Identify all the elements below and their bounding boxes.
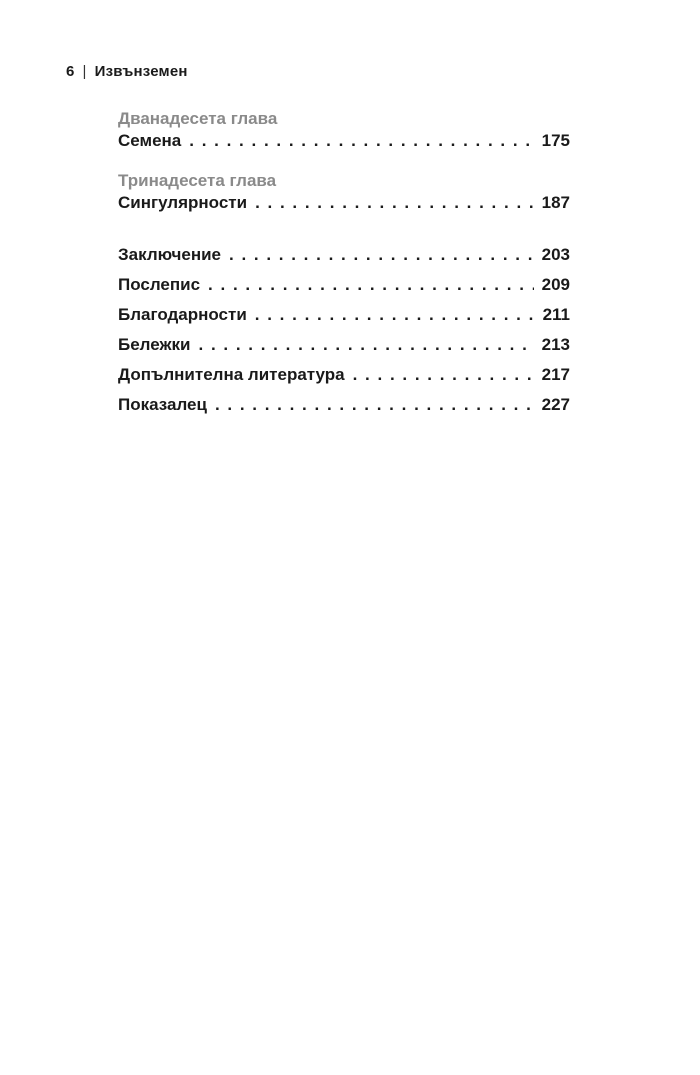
- entry-page-number: 209: [541, 275, 570, 294]
- dot-leader: [255, 192, 534, 214]
- toc-entry-acknowledgements[interactable]: [118, 300, 570, 330]
- entry-page-number: 217: [541, 365, 570, 384]
- toc-entry-notes[interactable]: [118, 330, 570, 360]
- toc-entry-postscript[interactable]: [118, 270, 570, 300]
- entry-page-number: 213: [541, 335, 570, 354]
- toc-entry-conclusion[interactable]: [118, 240, 570, 270]
- dot-leader: [229, 240, 534, 270]
- chapter-label: Тринадесета глава: [118, 171, 277, 190]
- entry-page-number: 227: [541, 395, 570, 414]
- running-head: [66, 63, 188, 80]
- dot-leader: [215, 390, 534, 420]
- entry-title: Допълнителна литература: [118, 365, 345, 384]
- toc-entry-index[interactable]: [118, 390, 570, 420]
- header-separator: |: [82, 63, 87, 80]
- entry-title: Заключение: [118, 245, 221, 264]
- entry-title: Семена: [118, 131, 182, 150]
- dot-leader: [189, 130, 533, 152]
- toc-entry[interactable]: [118, 192, 570, 214]
- table-of-contents: [118, 108, 570, 420]
- toc-chapter-13: [118, 170, 570, 214]
- dot-leader: [255, 300, 535, 330]
- entry-title: Сингулярности: [118, 193, 248, 212]
- dot-leader: [353, 360, 534, 390]
- book-title: Извънземен: [94, 63, 188, 80]
- entry-title: Благодарности: [118, 305, 247, 324]
- chapter-label: Дванадесета глава: [118, 109, 278, 128]
- toc-entry[interactable]: [118, 130, 570, 152]
- entry-title: Бележки: [118, 335, 191, 354]
- entry-title: Показалец: [118, 395, 207, 414]
- page-number: 6: [66, 63, 75, 80]
- entry-title: Послепис: [118, 275, 201, 294]
- entry-page-number: 187: [541, 193, 570, 212]
- dot-leader: [199, 330, 534, 360]
- entry-page-number: 211: [542, 305, 570, 324]
- toc-chapter-12: [118, 108, 570, 152]
- dot-leader: [208, 270, 534, 300]
- entry-page-number: 203: [541, 245, 570, 264]
- entry-page-number: 175: [541, 131, 570, 150]
- toc-entry-further-reading[interactable]: [118, 360, 570, 390]
- toc-back-matter: [118, 240, 570, 420]
